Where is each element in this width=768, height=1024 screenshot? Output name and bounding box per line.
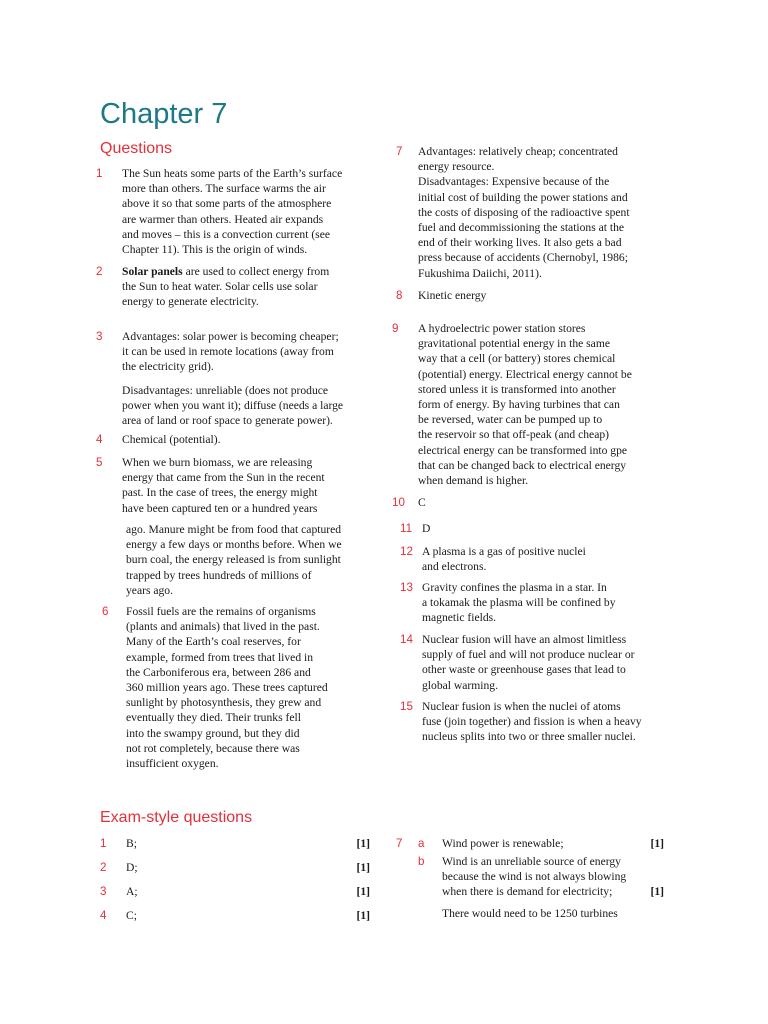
- question-6: [102, 604, 328, 771]
- question-7: [396, 144, 630, 281]
- question-5: [96, 455, 325, 516]
- question-10: [392, 495, 426, 510]
- question-number: 1: [100, 837, 107, 850]
- question-15: [400, 699, 642, 745]
- question-number: 13: [400, 581, 413, 594]
- question-number: 4: [100, 909, 107, 922]
- question-5-continued: [126, 522, 342, 598]
- question-11: [400, 521, 431, 536]
- question-text: Nuclear fusion is when the nuclei of atoms fuse (join together) and fission is when a heavy nucleus splits into two or three smaller nuclei.: [422, 700, 642, 744]
- question-13: [400, 580, 616, 626]
- mark: [1]: [356, 909, 370, 922]
- question-text: Advantages: solar power is becoming cheaper; it can be used in remote locations (away from the electricity grid).: [122, 330, 339, 374]
- question-number: 6: [102, 605, 109, 618]
- question-number: 11: [400, 522, 413, 535]
- answer-text-continued: There would need to be 1250 turbines: [442, 906, 618, 920]
- question-text: Chemical (potential).: [122, 433, 221, 446]
- questions-heading: Questions: [100, 140, 173, 157]
- exam-question-1: [100, 836, 370, 851]
- question-text-rest: are used to collect energy from the Sun to heat water. Solar cells use solar energy to generate electricity.: [122, 265, 330, 309]
- mark: [1]: [356, 837, 370, 850]
- answer-text: D;: [126, 861, 138, 874]
- exam-question-3: [100, 884, 370, 899]
- question-number: 2: [100, 861, 107, 874]
- mark: [1]: [650, 837, 664, 850]
- question-number: 2: [96, 265, 103, 278]
- question-2: [96, 264, 330, 310]
- question-number: 7: [396, 145, 403, 158]
- mark: [1]: [650, 885, 664, 898]
- exam-question-7a: [418, 836, 664, 851]
- question-number: 14: [400, 633, 413, 646]
- answer-text: C;: [126, 909, 137, 922]
- question-14: [400, 632, 635, 693]
- chapter-title: Chapter 7: [100, 98, 228, 130]
- question-1: [96, 166, 343, 257]
- question-number: 1: [96, 167, 103, 180]
- answer-text: B;: [126, 837, 137, 850]
- question-text-disadvantages: Disadvantages: unreliable (does not produce power when you want it); diffuse (needs a large area of land or roof space to generate power).: [122, 383, 344, 428]
- question-text: When we burn biomass, we are releasing energy that came from the Sun in the recent past. In the case of trees, the energy might have been captured ten or a hundred years: [122, 456, 325, 515]
- question-text: C: [418, 496, 426, 509]
- question-number: 3: [100, 885, 107, 898]
- question-number: 8: [396, 289, 403, 302]
- question-text: Advantages: relatively cheap; concentrated energy resource. Disadvantages: Expensive because of the initial cost of building the power stations and the costs of disposing of the radioactive spent fuel and decommissioning the stations at the end of their working lives. It also gets a bad press because of accidents (Chernobyl, 1986; Fukushima Daiichi, 2011).: [418, 145, 630, 280]
- answer-text: Wind power is renewable;: [442, 837, 564, 850]
- question-text: A plasma is a gas of positive nuclei and electrons.: [422, 545, 586, 574]
- question-text: A hydroelectric power station stores gravitational potential energy in the same way that a cell (or battery) stores chemical (potential) energy. Electrical energy cannot be stored unless it is transformed into another form of energy. By having turbines that can be reversed, water can be pumped up to the reservoir so that off-peak (and cheap) electrical energy can be transformed into gpe that can be changed back to electrical energy when demand is higher.: [418, 322, 632, 488]
- term-solar-panels: Solar panels: [122, 265, 183, 278]
- question-3: [96, 329, 344, 428]
- mark: [1]: [356, 885, 370, 898]
- question-number: 4: [96, 433, 103, 446]
- question-number: 15: [400, 700, 413, 713]
- question-number: 3: [96, 330, 103, 343]
- answer-text: Wind is an unreliable source of energy because the wind is not always blowing when there is demand for electricity;: [442, 855, 627, 899]
- exam-style-heading: Exam-style questions: [100, 809, 253, 826]
- question-number: 5: [96, 456, 103, 469]
- question-4: [96, 432, 221, 447]
- question-8: [396, 288, 487, 303]
- answer-text: A;: [126, 885, 138, 898]
- question-9: [392, 321, 632, 488]
- question-text: D: [422, 522, 431, 535]
- question-number: 12: [400, 545, 413, 558]
- question-text: The Sun heats some parts of the Earth’s surface more than others. The surface warms the air above it so that some parts of the atmosphere are warmer than others. Heated air expands and moves – this is a convection current (see Chapter 11). This is the origin of winds.: [122, 167, 343, 257]
- question-text: Kinetic energy: [418, 289, 487, 302]
- question-text: [122, 264, 329, 310]
- question-text: Gravity confines the plasma in a star. In a tokamak the plasma will be confined by magnetic fields.: [422, 581, 616, 625]
- question-number: 10: [392, 496, 405, 509]
- mark: [1]: [356, 861, 370, 874]
- question-number: 7: [396, 837, 403, 850]
- question-12: [400, 544, 586, 574]
- exam-question-4: [100, 908, 370, 923]
- part-letter: a: [418, 837, 425, 850]
- exam-question-2: [100, 860, 370, 875]
- question-text-continued: ago. Manure might be from food that captured energy a few days or months before. When we burn coal, the energy released is from sunlight trapped by trees hundreds of millions of years ago.: [126, 523, 342, 597]
- question-text: Fossil fuels are the remains of organisms (plants and animals) that lived in the past. Many of the Earth’s coal reserves, for example, formed from trees that lived in the Carboniferous era, between 286 and 360 million years ago. These trees captured sunlight by photosynthesis, they grew and eventually they died. Their trunks fell into the swampy ground, but they did not rot completely, because there was insufficient oxygen.: [126, 605, 328, 771]
- question-number: 9: [392, 322, 399, 335]
- question-text: Nuclear fusion will have an almost limitless supply of fuel and will not produce nuclear or other waste or greenhouse gases that lead to global warming.: [422, 633, 635, 692]
- exam-question-7b: [418, 854, 664, 921]
- part-letter: b: [418, 855, 425, 868]
